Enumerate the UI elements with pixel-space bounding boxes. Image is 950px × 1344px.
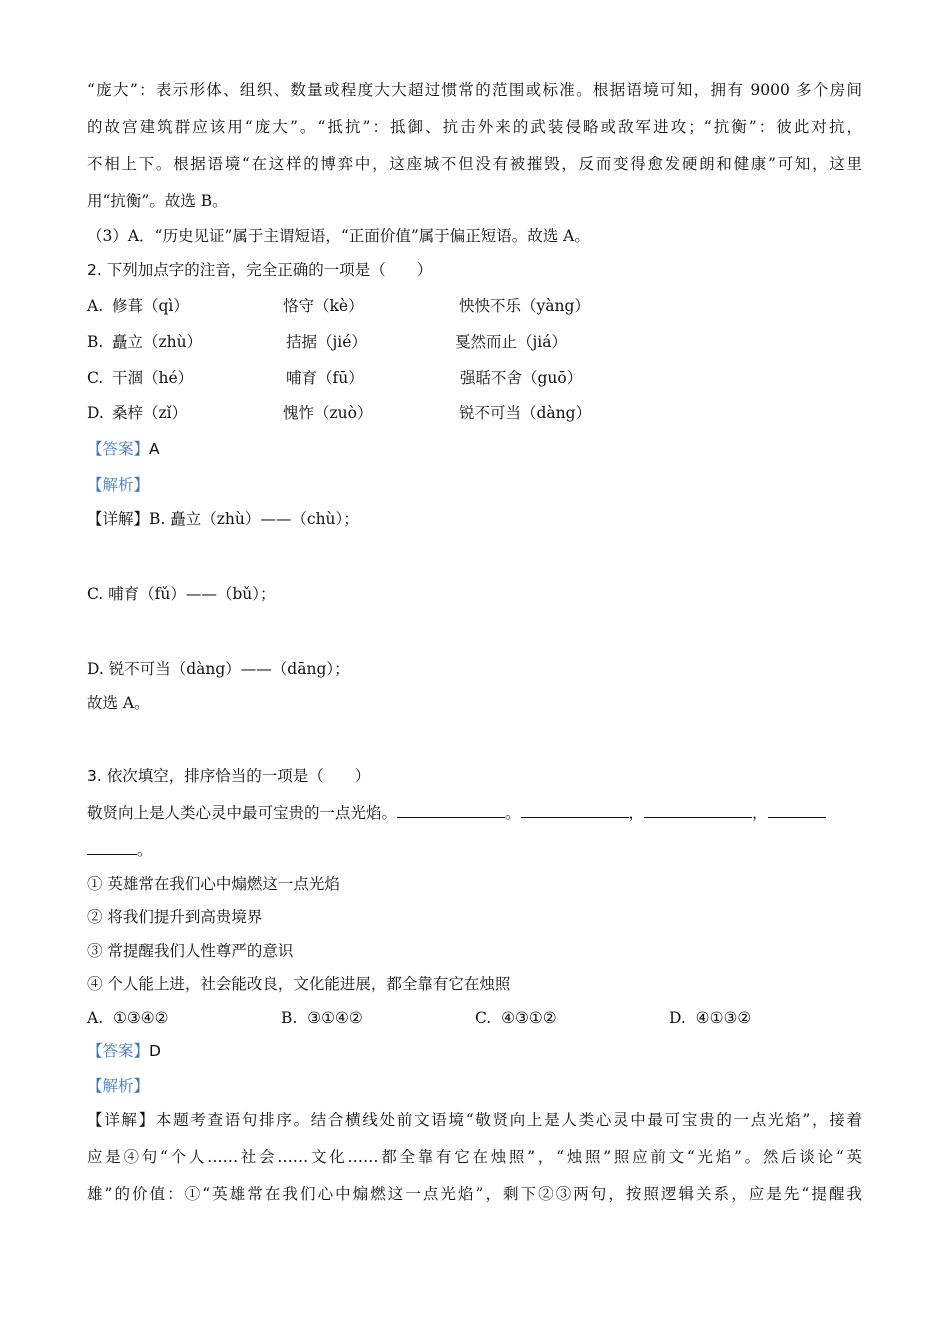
answer-tag: 【答案】 [87,1042,150,1060]
q2-analysis-heading [87,474,862,496]
analysis-tag: 【解析】 [87,476,150,494]
q2-option-item: 干涸（hé） [112,369,194,387]
q2-option-item: 愧怍（zuò） [283,404,373,422]
q3-option-d [669,1007,751,1029]
detail-tag: 【详解】 [87,510,150,528]
q2-detail-d: D. 锐不可当（dàng）——（dāng）； [87,660,350,678]
q2-option-label: B. [87,333,104,351]
q2-option-label: C. [87,369,104,387]
q3-stem [87,765,862,787]
detail-text: 本题考查语句排序。结合横线处前文语境“敬贤向上是人类心灵中最可宝贵的一点光焰”，接着 [155,1111,862,1129]
q3-sep: 。 [505,804,521,822]
q3-option-label: D. [669,1009,686,1027]
q1-explanation-line-3: 不相上下。根据语境“在这样的博弈中，这座城不但没有被摧毁，反而变得愈发硬朗和健康”可知，这里 [87,155,862,173]
q3-answer [87,1040,862,1062]
q2-option-item: 拮据（jié） [286,333,367,351]
q3-sentence-4: ④ 个人能上进，社会能改良，文化能进展，都全靠有它在烛照 [87,975,511,993]
q3-option-label: C. [475,1009,492,1027]
q2-detail-c: C. 哺育（fǔ）——（bǔ）； [87,585,276,603]
q2-option-item: 锐不可当（dàng） [459,404,592,422]
q3-end-mark: 。 [137,841,153,859]
q2-option-item: 戛然而止（jiá） [455,333,568,351]
q3-passage-line-1 [87,802,862,824]
q3-sentence-2: ② 将我们提升到高贵境界 [87,908,263,926]
blank-1 [397,803,505,818]
q2-option-item: 强聒不舍（guō） [460,369,583,387]
detail-text: B. 矗立（zhù）——（chù）； [149,510,359,528]
answer-value: A [149,440,160,458]
q2-option-item: 哺育（fū） [286,369,364,387]
q2-option-item: 桑梓（zǐ） [112,404,188,422]
q3-option-value: ④①③② [695,1009,752,1027]
q2-number: 2. [87,261,102,279]
q3-option-label: B. [281,1009,298,1027]
q3-detail-line-1 [87,1109,862,1131]
q3-analysis-heading [87,1075,862,1097]
q1-explanation-line-4: 用“抗衡”。故选 B。 [87,192,228,210]
q3-detail-line-3: 雄”的价值：①“英雄常在我们心中煽燃这一点光焰”，剩下②③两句，按照逻辑关系，应是先“提醒我 [87,1185,862,1203]
answer-tag: 【答案】 [87,440,150,458]
q3-sep: ， [628,804,645,822]
q1-part3-explanation: （3）A．“历史见证”属于主谓短语，“正面价值”属于偏正短语。故选 A。 [87,227,590,245]
q3-option-label: A. [87,1009,104,1027]
q3-sentence-3: ③ 常提醒我们人性尊严的意识 [87,942,294,960]
q1-explanation-line-2: 的故宫建筑群应该用“庞大”。“抵抗”：抵御、抗击外来的武装侵略或敌军进攻；“抗衡”：彼此对抗， [87,118,862,136]
q3-detail-line-2: 应是④句“个人……社会……文化……都全靠有它在烛照”，“烛照”照应前文“光焰”。然后谈论“英 [87,1148,862,1166]
q2-option-item: 矗立（zhù） [112,333,203,351]
blank-4-end [87,840,137,855]
q2-conclusion: 故选 A。 [87,694,150,712]
q3-option-value: ③①④② [307,1009,363,1027]
q2-option-label: A. [87,297,104,315]
q3-passage-line-2 [87,839,862,861]
q3-option-value: ④③①② [501,1009,557,1027]
q3-passage-start: 敬贤向上是人类心灵中最可宝贵的一点光焰。 [87,804,398,822]
q2-option-item: 怏怏不乐（yàng） [459,297,590,315]
q3-sep: ， [752,804,768,822]
q3-stem-text: 依次填空，排序恰当的一项是（ ） [106,767,371,785]
q2-answer [87,438,862,460]
q2-detail-b [87,508,862,530]
q2-stem [87,259,862,281]
q3-sentence-1: ① 英雄常在我们心中煽燃这一点光焰 [87,875,340,893]
q3-number: 3. [87,767,102,785]
detail-tag: 【详解】 [87,1111,156,1129]
blank-2 [521,803,629,818]
q3-option-c [475,1007,557,1029]
analysis-tag: 【解析】 [87,1077,150,1095]
q2-option-label: D. [87,404,104,422]
answer-value: D [149,1042,161,1060]
q1-explanation-line-1: “庞大”：表示形体、组织、数量或程度大大超过惯常的范围或标准。根据语境可知，拥有 9000 多个房间 [87,81,862,99]
q2-option-item: 恪守（kè） [283,297,364,315]
q3-option-a [87,1007,169,1029]
blank-4-start [768,803,826,818]
q3-option-value: ①③④② [112,1009,169,1027]
blank-3 [644,803,752,818]
q2-stem-text: 下列加点字的注音，完全正确的一项是（ ） [106,261,433,279]
q2-option-item: 修葺（qì） [112,297,189,315]
q3-option-b [281,1007,363,1029]
